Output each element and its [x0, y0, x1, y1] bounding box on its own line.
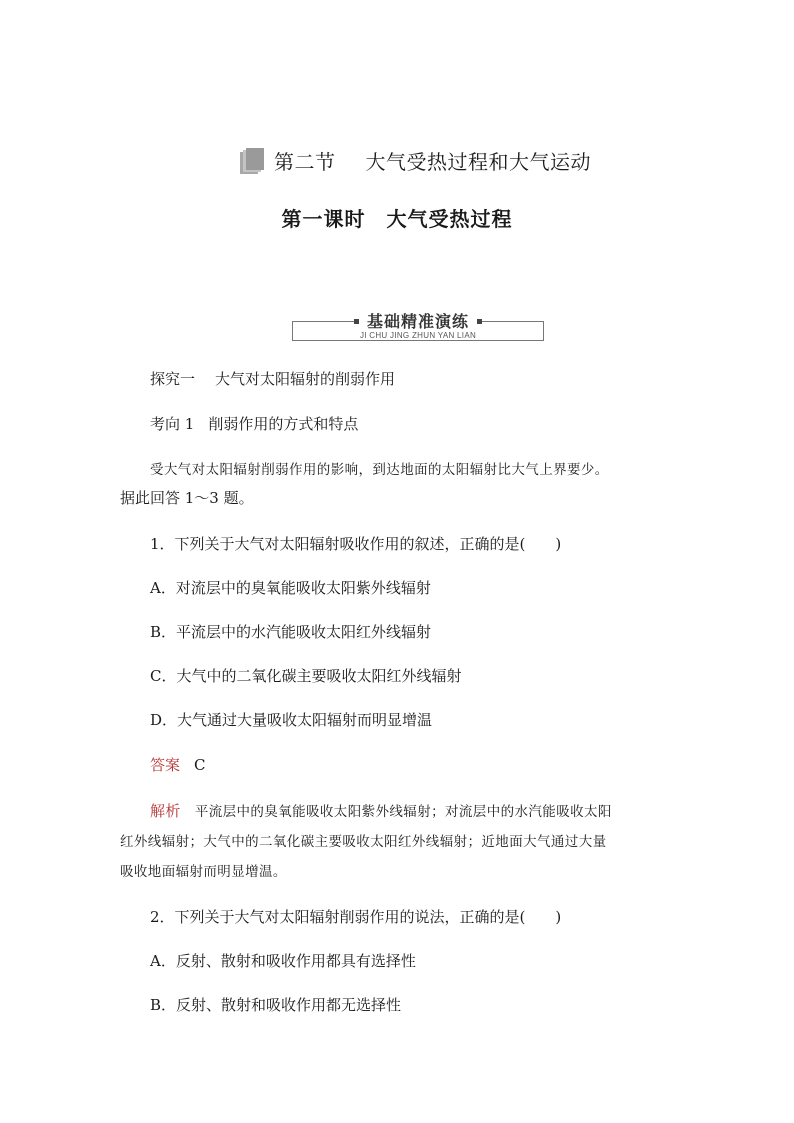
direction-label: 考向 1	[150, 415, 195, 433]
analysis-text-1: 平流层中的臭氧能吸收太阳紫外线辐射；对流层中的水汽能吸收太阳	[194, 804, 612, 820]
question-1-stem: 1．下列关于大气对太阳辐射吸收作用的叙述，正确的是( )	[150, 535, 562, 553]
section-banner	[292, 309, 544, 343]
explore-label: 探究一	[150, 370, 196, 388]
explore-title: 大气对太阳辐射的削弱作用	[215, 370, 396, 388]
banner-pinyin: JI CHU JING ZHUN YAN LIAN	[359, 331, 477, 340]
book-icon	[240, 148, 264, 174]
banner-title: 基础精准演练	[366, 312, 469, 331]
question-2-option-a: A．反射、散射和吸收作用都具有选择性	[150, 952, 416, 970]
analysis-line-3: 吸收地面辐射而明显增温。	[120, 864, 287, 880]
analysis-label: 解析	[150, 802, 181, 820]
analysis-line-2: 红外线辐射；大气中的二氧化碳主要吸收太阳红外线辐射；近地面大气通过大量	[120, 834, 607, 850]
question-1-option-b: B．平流层中的水汽能吸收太阳红外线辐射	[150, 623, 432, 641]
intro-line-2: 据此回答 1～3 题。	[120, 489, 254, 507]
direction-title: 削弱作用的方式和特点	[208, 415, 359, 433]
section-name: 大气受热过程和大气运动	[365, 150, 591, 174]
question-2-stem: 2．下列关于大气对太阳辐射削弱作用的说法，正确的是( )	[150, 908, 562, 926]
direction-heading	[150, 413, 358, 434]
question-2-option-b: B．反射、散射和吸收作用都无选择性	[150, 996, 402, 1014]
explore-heading	[150, 368, 395, 389]
question-1-option-c: C．大气中的二氧化碳主要吸收太阳红外线辐射	[150, 667, 462, 685]
section-title	[240, 146, 591, 175]
answer-label: 答案	[150, 756, 181, 774]
lesson-title: 第一课时 大气受热过程	[281, 207, 513, 231]
intro-line-1: 受大气对太阳辐射削弱作用的影响，到达地面的太阳辐射比大气上界要少。	[150, 462, 609, 478]
section-number: 第二节	[274, 150, 336, 174]
question-1-answer	[150, 754, 206, 775]
question-1-option-d: D．大气通过大量吸收太阳辐射而明显增温	[150, 711, 433, 729]
analysis-line-1	[150, 800, 612, 821]
answer-value: C	[194, 756, 206, 774]
question-1-option-a: A．对流层中的臭氧能吸收太阳紫外线辐射	[150, 579, 431, 597]
